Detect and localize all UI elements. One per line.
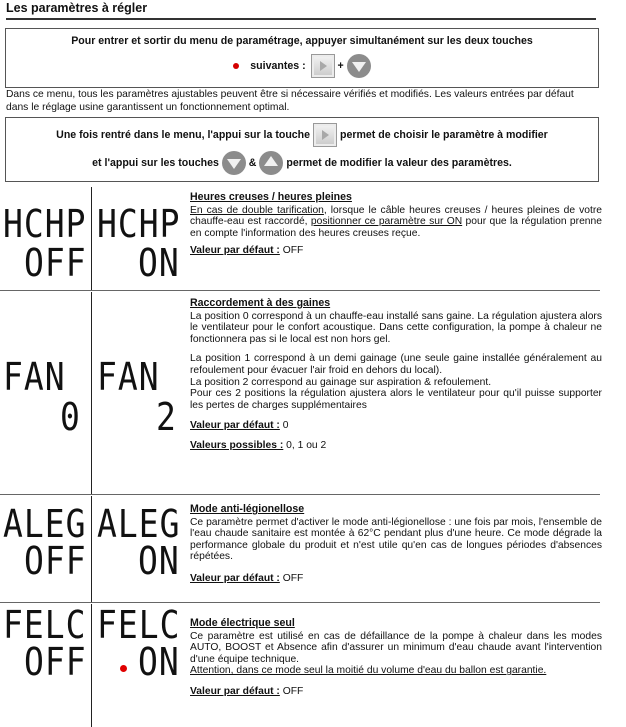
display-felc-label-2: FELC (97, 602, 181, 648)
red-dot-indicator-icon (120, 665, 127, 672)
display-fan-value-2: 2 (156, 394, 177, 440)
column-divider (91, 496, 92, 602)
menu-key-icon (311, 54, 335, 78)
param-felc-text-1: Ce paramètre est utilisé en cas de défaillance de la pompe à chaleur dans les modes AUTO, BOOST et Absence afin d'assurer un minimum d'eau chaude avant l'intervention d'une équipe technique. (190, 630, 602, 665)
default-label: Valeur par défaut : (190, 572, 280, 584)
menu-entry-line1: Pour entrer et sortir du menu de paramétrage, appuyer simultanément sur les deux touches (71, 35, 533, 47)
display-hchp-label-2: HCHP (97, 201, 181, 247)
param-fan-text-2: La position 1 correspond à un demi gainage (une seule gaine installée généralement au refoulement pour évacuer l'air froid en dehors du local). (190, 353, 602, 376)
param-aleg-title: Mode anti-légionellose (190, 503, 305, 515)
display-aleg-label-2: ALEG (97, 501, 181, 547)
display-felc-label: FELC (3, 602, 87, 648)
down-arrow-key-icon (222, 151, 246, 175)
param-hchp-text-b: , lorsque le câble heures creuses / heures pleines de votre chauffe-eau est raccordé, (190, 204, 602, 228)
param-hchp-desc (190, 192, 602, 265)
display-hchp-label: HCHP (3, 201, 87, 247)
display-aleg-value-off: OFF (24, 538, 87, 584)
navigation-box (5, 117, 599, 182)
display-fan-value-0: 0 (60, 394, 81, 440)
down-arrow-key-icon (347, 54, 371, 78)
section-divider (0, 494, 600, 495)
menu-key-icon (313, 123, 337, 147)
column-divider (91, 292, 92, 494)
default-value: OFF (282, 572, 304, 584)
param-aleg-desc (190, 504, 602, 593)
ampersand: & (248, 157, 257, 169)
display-fan-label: FAN (3, 354, 66, 400)
param-fan-default (190, 420, 602, 432)
param-felc-text-2: Attention, dans ce mode seul la moitié du volume d'eau du ballon est garantie. (190, 665, 547, 677)
param-hchp-text-c: positionner ce paramètre sur ON (310, 216, 463, 228)
section-title: Les paramètres à régler (6, 1, 596, 20)
up-arrow-key-icon (259, 151, 283, 175)
default-value: OFF (282, 685, 304, 697)
display-hchp-value-off: OFF (24, 240, 87, 286)
param-fan-text-3: La position 2 correspond au gainage sur aspiration & refoulement. (190, 376, 492, 388)
menu-entry-line2: suivantes : (250, 60, 306, 72)
menu-entry-box (5, 28, 599, 88)
param-fan-text-1: La position 0 correspond à un chauffe-eau installé sans gaine. La régulation ajustera alors le ventilateur pour le confort acoustique. Dans cette configuration, la pompe à chaleur ne fonctionnera pas si le local est non hors gel. (190, 310, 602, 345)
navigation-line1a: Une fois rentré dans le menu, l'appui sur la touche (56, 129, 311, 141)
param-felc-desc (190, 618, 602, 706)
param-fan-desc (190, 298, 602, 460)
column-divider (91, 604, 92, 727)
intro-text: Dans ce menu, tous les paramètres ajustables peuvent être si nécessaire vérifiés et modifiés. Les valeurs entrées par défaut dans le réglage usine garantissent un fonctionnement optimal. (6, 89, 574, 113)
section-divider (0, 602, 600, 603)
navigation-line2a: et l'appui sur les touches (92, 157, 219, 169)
param-felc-default (190, 686, 602, 698)
display-aleg-label: ALEG (3, 501, 87, 547)
display-hchp-value-on: ON (138, 240, 180, 286)
plus-sign: + (337, 60, 344, 72)
param-hchp-default (190, 245, 602, 257)
display-aleg-value-on: ON (138, 538, 180, 584)
param-fan-text-4: Pour ces 2 positions la régulation ajustera alors le ventilateur pour qu'il puisse supporter les pertes de charges supplémentaires (190, 388, 602, 411)
param-hchp-title: Heures creuses / heures pleines (190, 191, 352, 203)
navigation-line2b: permet de modifier la valeur des paramètres. (286, 157, 512, 169)
default-label: Valeur par défaut : (190, 245, 280, 257)
column-divider (91, 187, 92, 290)
param-aleg-text: Ce paramètre permet d'activer le mode anti-légionellose : une fois par mois, l'ensemble de l'eau chaude sanitaire est montée à 62°C pendant plus d'une heure. Ce mode dégrade la performance globale du produit et n'est utile qu'en cas de longues périodes d'absences répétées. (190, 516, 602, 563)
display-felc-value-on: ON (138, 639, 180, 685)
param-fan-title: Raccordement à des gaines (190, 297, 331, 309)
display-fan-label-2: FAN (97, 354, 160, 400)
possible-value: 0, 1 ou 2 (286, 439, 327, 451)
red-dot-icon (233, 63, 239, 69)
param-fan-possible (190, 440, 602, 452)
param-hchp-text-d: pour que la régulation prenne en compte l'information des heures creuses reçue. (190, 216, 602, 239)
navigation-line1b: permet de choisir le paramètre à modifier (339, 129, 548, 141)
default-value: 0 (282, 420, 289, 432)
default-value: OFF (282, 245, 304, 257)
param-hchp-text-a: En cas de double tarification (190, 204, 324, 216)
possible-label: Valeurs possibles : (190, 439, 284, 451)
param-felc-title: Mode électrique seul (190, 617, 295, 629)
default-label: Valeur par défaut : (190, 685, 280, 697)
param-aleg-default (190, 573, 602, 585)
section-divider (0, 290, 600, 291)
default-label: Valeur par défaut : (190, 420, 280, 432)
display-felc-value-off: OFF (24, 639, 87, 685)
